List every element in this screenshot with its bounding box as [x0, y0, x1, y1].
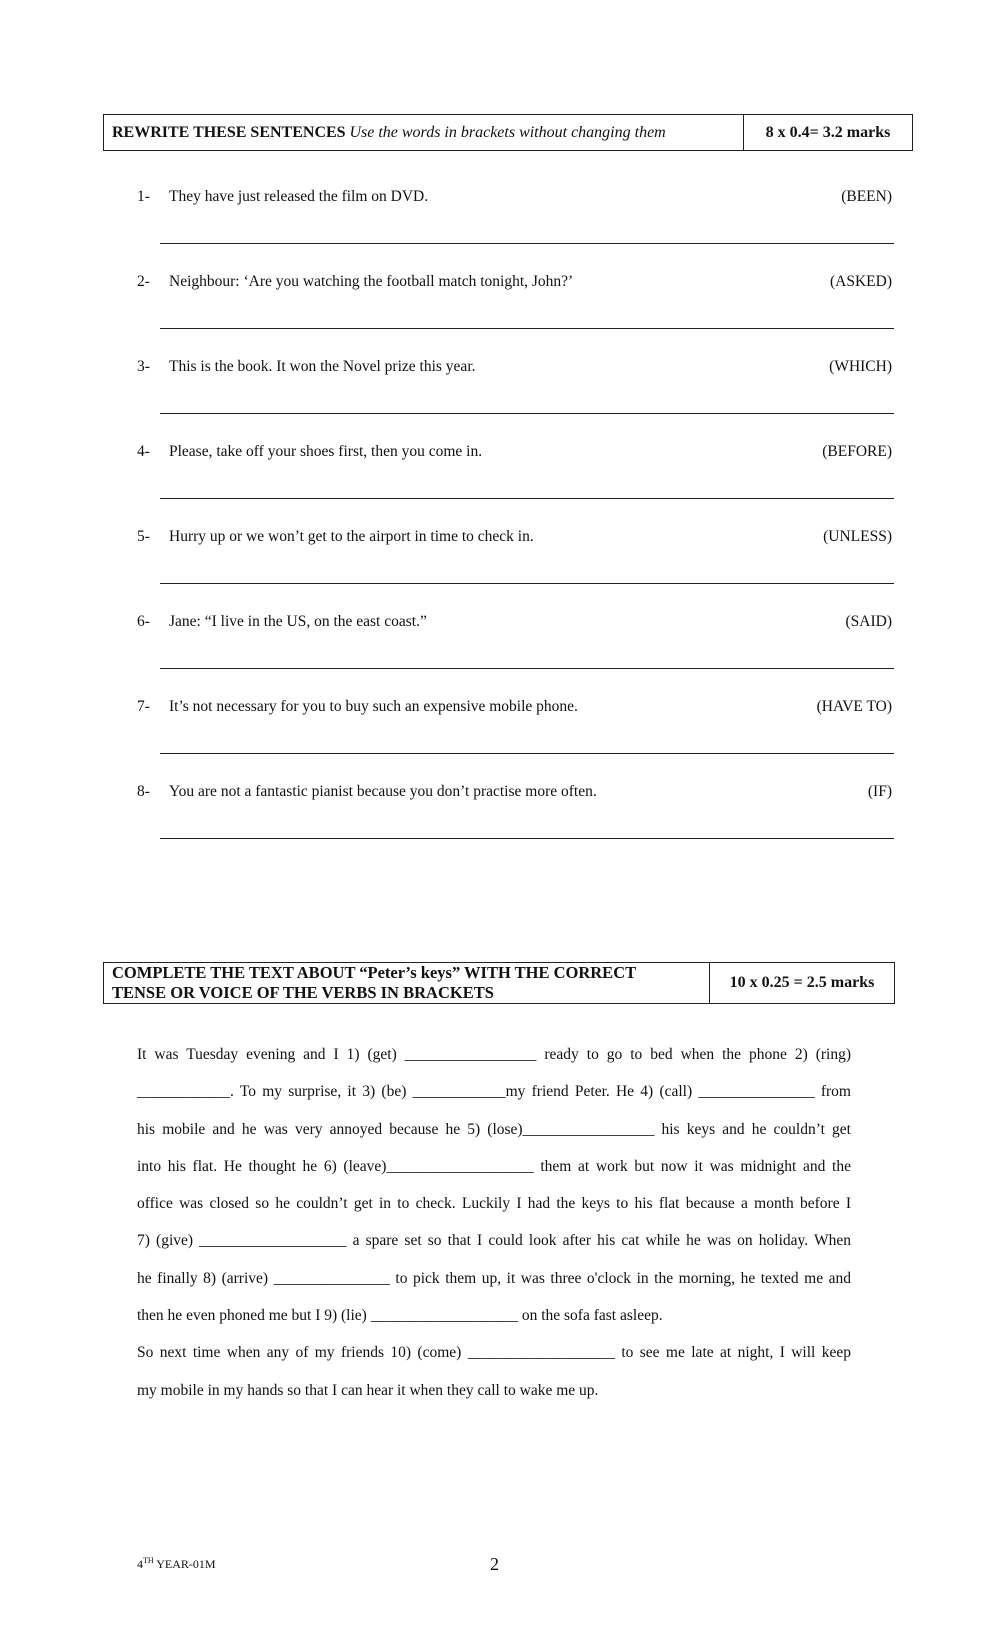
- sentence-item: [137, 358, 894, 382]
- sentence-text: They have just released the film on DVD.: [169, 188, 429, 205]
- answer-line[interactable]: [160, 838, 894, 839]
- footer-code-sup: TH: [143, 1556, 154, 1565]
- text-line: into his flat. He thought he 6) (leave)___________________ them at work but now it was midnight and the: [137, 1157, 851, 1175]
- keyword: (HAVE TO): [816, 698, 892, 715]
- answer-line[interactable]: [160, 753, 894, 754]
- gap-fill-text: [137, 1036, 851, 1409]
- page-number: 2: [490, 1554, 499, 1574]
- keyword: (SAID): [845, 613, 892, 630]
- section2-marks: 10 x 0.25 = 2.5 marks: [729, 974, 875, 991]
- answer-line[interactable]: [160, 668, 894, 669]
- text-line: he finally 8) (arrive) _______________ to pick them up, it was three o'clock in the morning, he texted me and: [137, 1269, 851, 1287]
- sentence-number: 6-: [137, 613, 150, 630]
- text-line: It was Tuesday evening and I 1) (get) _________________ ready to go to bed when the phone 2) (ring): [137, 1046, 851, 1063]
- sentence-item: [137, 273, 894, 297]
- section1-title: REWRITE THESE SENTENCES: [112, 123, 346, 141]
- sentence-text: Jane: “I live in the US, on the east coast.”: [169, 613, 427, 630]
- keyword: (WHICH): [829, 358, 892, 375]
- sentence-text: Please, take off your shoes first, then you come in.: [169, 443, 483, 460]
- sentence-number: 5-: [137, 528, 150, 545]
- sentence-text: This is the book. It won the Novel prize this year.: [169, 358, 476, 375]
- keyword: (ASKED): [830, 273, 892, 290]
- text-line: then he even phoned me but I 9) (lie) ___________________ on the sofa fast asleep.: [137, 1307, 663, 1325]
- sentence-number: 1-: [137, 188, 150, 205]
- answer-line[interactable]: [160, 583, 894, 584]
- answer-line[interactable]: [160, 328, 894, 329]
- sentence-text: You are not a fantastic pianist because you don’t practise more often.: [169, 783, 597, 800]
- text-line: office was closed so he couldn’t get in to check. Luckily I had the keys to his flat because a month before I: [137, 1195, 851, 1213]
- keyword: (BEFORE): [822, 443, 892, 460]
- section1-title-cell: [104, 115, 744, 150]
- sentence-number: 3-: [137, 358, 150, 375]
- sentence-item: [137, 188, 894, 212]
- sentence-number: 8-: [137, 783, 150, 800]
- sentence-item: [137, 613, 894, 637]
- text-line: my mobile in my hands so that I can hear it when they call to wake me up.: [137, 1381, 599, 1399]
- sentence-number: 7-: [137, 698, 150, 715]
- section1-marks: 8 x 0.4= 3.2 marks: [765, 123, 891, 141]
- text-line: So next time when any of my friends 10) (come) ___________________ to see me late at night, I will keep: [137, 1344, 851, 1362]
- footer-code: [137, 1556, 216, 1572]
- footer-code-prefix: 4: [137, 1557, 143, 1571]
- section2-header: [103, 962, 895, 1004]
- keyword: (BEEN): [841, 188, 892, 205]
- keyword: (IF): [867, 783, 892, 800]
- keyword: (UNLESS): [823, 528, 892, 545]
- text-line: 7) (give) ___________________ a spare set so that I could look after his cat while he was on holiday. When: [137, 1232, 851, 1250]
- text-line: his mobile and he was very annoyed because he 5) (lose)_________________ his keys and he couldn’t get: [137, 1120, 851, 1138]
- sentence-item: [137, 443, 894, 467]
- answer-line[interactable]: [160, 413, 894, 414]
- sentence-text: Neighbour: ‘Are you watching the football match tonight, John?’: [169, 273, 574, 290]
- section1-header: [103, 114, 913, 151]
- sentence-item: [137, 528, 894, 552]
- sentence-text: Hurry up or we won’t get to the airport in time to check in.: [169, 528, 534, 545]
- section2-title-line1: COMPLETE THE TEXT ABOUT “Peter’s keys” WITH THE CORRECT: [112, 963, 637, 982]
- sentence-text: It’s not necessary for you to buy such an expensive mobile phone.: [169, 698, 578, 715]
- answer-line[interactable]: [160, 243, 894, 244]
- text-line: ____________. To my surprise, it 3) (be) ____________my friend Peter. He 4) (call) _______________ from: [137, 1083, 851, 1101]
- sentence-number: 2-: [137, 273, 150, 290]
- footer-code-suffix: YEAR-01M: [153, 1557, 216, 1571]
- section1-instruction: Use the words in brackets without changing them: [349, 123, 666, 141]
- sentence-item: [137, 783, 894, 807]
- section2-title-line2: TENSE OR VOICE OF THE VERBS IN BRACKETS: [112, 983, 494, 1002]
- section2-title-cell: [104, 963, 710, 1003]
- sentence-item: [137, 698, 894, 722]
- sentence-number: 4-: [137, 443, 150, 460]
- answer-line[interactable]: [160, 498, 894, 499]
